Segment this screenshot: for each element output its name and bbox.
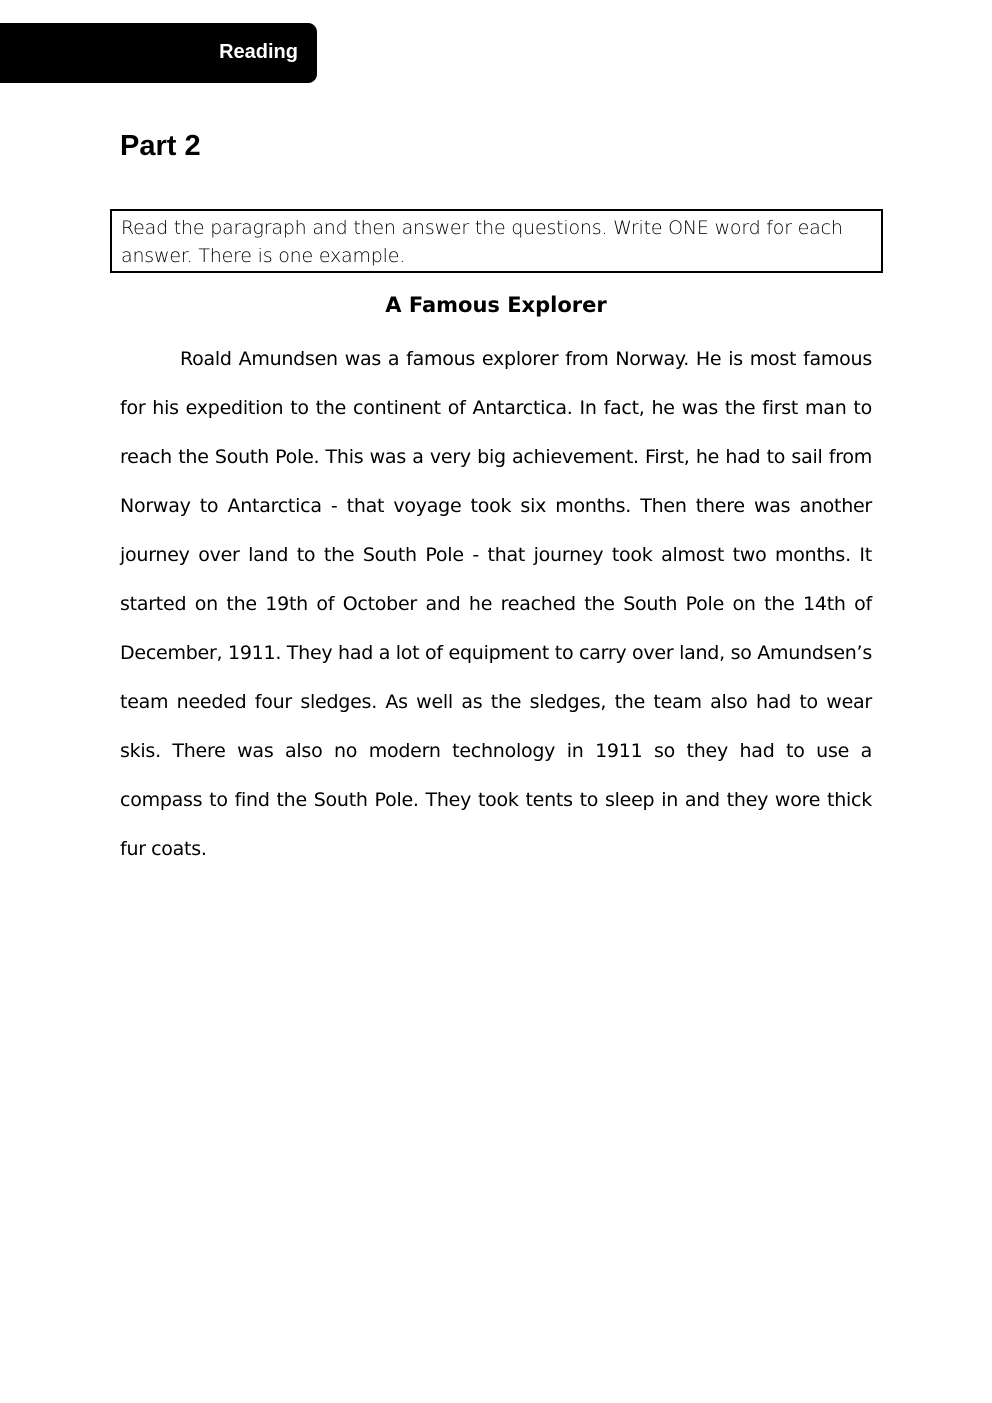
passage-body: Roald Amundsen was a famous explorer from Norway. He is most famous for his expedition to the continent of Antarctica. In fact, he was the first man to reach the South Pole. This was a very big achievement. First, he had to sail from Norway to Antarctica - that voyage took six months. Then there was another journey over land to the South Pole - that journey took almost two months. It started on the 19th of October and he reached the South Pole on the 14th of December, 1911. They had a lot of equipment to carry over land, so Amundsen’s team needed four sledges. As well as the sledges, the team also had to wear skis. There was also no modern technology in 1911 so they had to use a compass to find the South Pole. They took tents to sleep in and they wore thick fur coats. [120, 348, 872, 860]
section-tab [0, 23, 317, 83]
section-tab-label: Reading [219, 41, 298, 63]
part-heading: Part 2 [120, 130, 201, 162]
passage-title: A Famous Explorer [385, 293, 607, 317]
instructions-box [110, 209, 883, 273]
instructions-text: Read the paragraph and then answer the questions. Write ONE word for each answer. There is one example. [121, 217, 843, 267]
